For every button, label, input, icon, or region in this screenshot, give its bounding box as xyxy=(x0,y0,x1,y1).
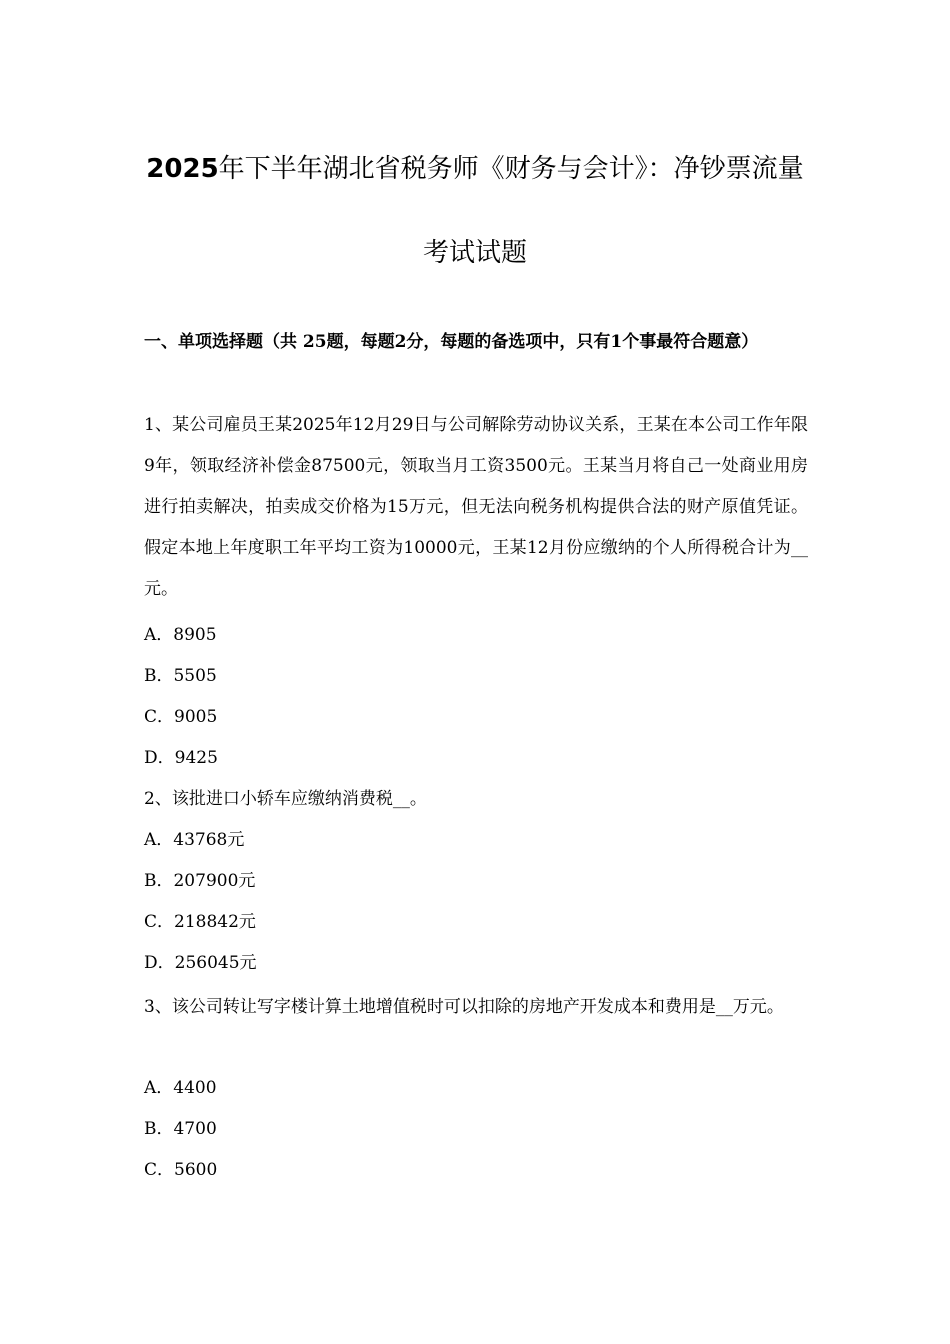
question-2-option-b: B．207900元 xyxy=(144,871,256,891)
question-1-option-c: C．9005 xyxy=(144,707,218,727)
question-3-option-c: C．5600 xyxy=(144,1160,218,1180)
question-3-option-a: A．4400 xyxy=(144,1078,217,1098)
question-1-option-d: D．9425 xyxy=(144,748,218,768)
document-title-line-1 xyxy=(100,152,850,186)
question-2-stem: 2、该批进口小轿车应缴纳消费税__。 xyxy=(144,789,427,809)
question-1-stem: 1、某公司雇员王某2025年12月29日与公司解除劳动协议关系，王某在本公司工作年限9年，领取经济补偿金87500元，领取当月工资3500元。王某当月将自己一处商业用房进行拍卖解决，拍卖成交价格为15万元，但无法向税务机构提供合法的财产原值凭证。假定本地上年度职工年平均工资为10000元，王某12月份应缴纳的个人所得税合计为__元。 xyxy=(144,415,808,599)
question-2-option-c: C．218842元 xyxy=(144,912,256,932)
question-1-option-b: B．5505 xyxy=(144,666,217,686)
question-3-stem: 3、该公司转让写字楼计算土地增值税时可以扣除的房地产开发成本和费用是__万元。 xyxy=(144,997,784,1017)
document-title-line-2: 考试试题 xyxy=(422,238,527,268)
title-text: 年下半年湖北省税务师《财务与会计》：净钞票流量 xyxy=(218,154,804,184)
question-2-option-d: D．256045元 xyxy=(144,953,257,973)
question-1-option-a: A．8905 xyxy=(144,625,217,645)
title-year: 2025 xyxy=(146,154,219,184)
section-heading: 一、单项选择题（共 25题，每题2分，每题的备选项中，只有1个事最符合题意） xyxy=(144,332,759,352)
question-3-option-b: B．4700 xyxy=(144,1119,217,1139)
question-2-option-a: A．43768元 xyxy=(144,830,245,850)
